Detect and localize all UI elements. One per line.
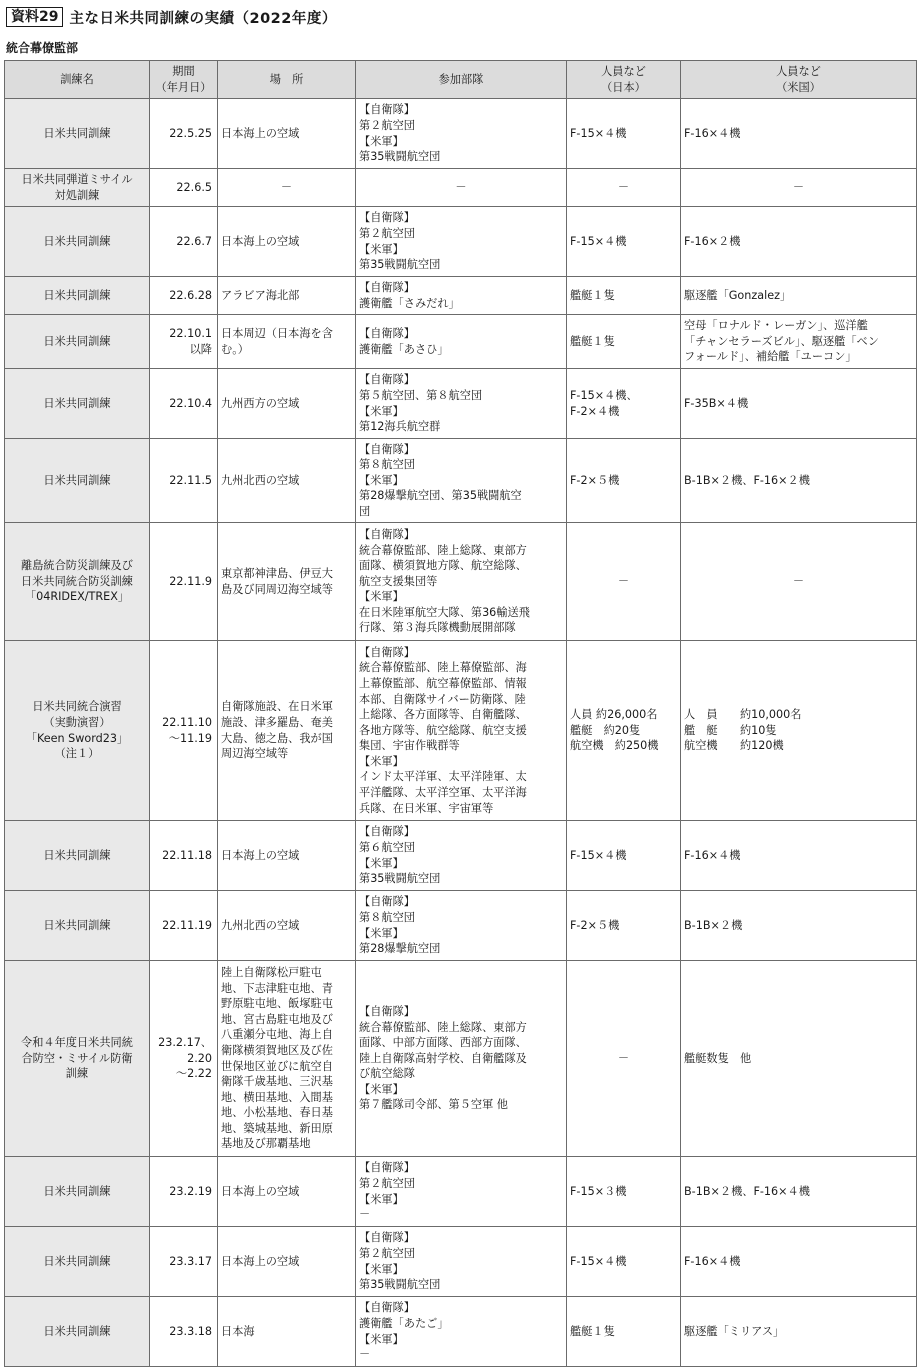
page-header [6, 6, 337, 28]
col-header-us: 人員など （米国） [681, 61, 917, 99]
cell-personnel-us: B-1B×２機 [681, 891, 917, 961]
cell-personnel-japan: 艦艇１隻 [567, 315, 681, 369]
organization-label: 統合幕僚監部 [6, 41, 79, 55]
table-row [5, 1297, 917, 1367]
cell-period: 22.11.5 [150, 439, 218, 523]
cell-place: 日本海上の空域 [218, 1227, 356, 1297]
cell-personnel-us: B-1B×２機、F-16×２機 [681, 439, 917, 523]
document-badge: 資料29 [6, 7, 63, 27]
cell-personnel-us: 人 員 約10,000名 艦 艇 約10隻 航空機 約120機 [681, 641, 917, 821]
cell-personnel-japan: F-2×５機 [567, 891, 681, 961]
col-header-units: 参加部隊 [356, 61, 567, 99]
cell-period: 22.6.5 [150, 169, 218, 207]
table-row [5, 315, 917, 369]
cell-period: 23.3.18 [150, 1297, 218, 1367]
col-header-period: 期間 （年月日） [150, 61, 218, 99]
cell-period: 22.6.28 [150, 277, 218, 315]
cell-period: 22.5.25 [150, 99, 218, 169]
cell-personnel-japan: F-15×３機 [567, 1157, 681, 1227]
col-header-name: 訓練名 [5, 61, 150, 99]
cell-place: 日本海上の空域 [218, 207, 356, 277]
table-row [5, 523, 917, 641]
cell-units: 【自衛隊】 統合幕僚監部、陸上総隊、東部方 面隊、中部方面隊、西部方面隊、 陸上自衛隊高射学校、自衛艦隊及 び航空総隊 【米軍】 第７艦隊司令部、第５空軍 他 [356, 961, 567, 1157]
cell-personnel-japan: F-15×４機、 F-2×４機 [567, 369, 681, 439]
cell-training-name: 日米共同訓練 [5, 315, 150, 369]
cell-personnel-japan: － [567, 961, 681, 1157]
cell-personnel-japan: 人員 約26,000名 艦艇 約20隻 航空機 約250機 [567, 641, 681, 821]
cell-period: 22.10.1 以降 [150, 315, 218, 369]
cell-units: 【自衛隊】 統合幕僚監部、陸上幕僚監部、海 上幕僚監部、航空幕僚監部、情報 本部、自衛隊サイバー防衛隊、陸 上総隊、各方面隊等、自衛艦隊、 各地方隊等、航空総隊、航空支援 集団、宇宙作戦群等 【米軍】 インド太平洋軍、太平洋陸軍、太 平洋艦隊、太平洋空軍、太平洋海 兵隊、在日米軍、宇宙軍等 [356, 641, 567, 821]
cell-personnel-us: F-16×２機 [681, 207, 917, 277]
cell-personnel-us: F-16×４機 [681, 821, 917, 891]
table-row [5, 439, 917, 523]
cell-place: 九州北西の空域 [218, 891, 356, 961]
cell-units: 【自衛隊】 護衛艦「あさひ」 [356, 315, 567, 369]
cell-training-name: 日米共同訓練 [5, 1227, 150, 1297]
training-table [4, 60, 917, 1367]
cell-personnel-japan: － [567, 523, 681, 641]
cell-units: 【自衛隊】 第２航空団 【米軍】 第35戦闘航空団 [356, 207, 567, 277]
cell-period: 23.3.17 [150, 1227, 218, 1297]
cell-period: 22.11.19 [150, 891, 218, 961]
cell-units: 【自衛隊】 第６航空団 【米軍】 第35戦闘航空団 [356, 821, 567, 891]
cell-personnel-japan: 艦艇１隻 [567, 1297, 681, 1367]
page-title: 主な日米共同訓練の実績（2022年度） [69, 10, 337, 27]
table-row [5, 821, 917, 891]
cell-personnel-us: 駆逐艦「Gonzalez」 [681, 277, 917, 315]
cell-place: 東京都神津島、伊豆大 島及び同周辺海空域等 [218, 523, 356, 641]
cell-period: 22.11.10 ～11.19 [150, 641, 218, 821]
cell-units: 【自衛隊】 第２航空団 【米軍】 第35戦闘航空団 [356, 1227, 567, 1297]
cell-units: 【自衛隊】 第２航空団 【米軍】 － [356, 1157, 567, 1227]
col-header-place: 場 所 [218, 61, 356, 99]
cell-personnel-us: － [681, 523, 917, 641]
cell-training-name: 日米共同訓練 [5, 99, 150, 169]
cell-training-name: 日米共同訓練 [5, 821, 150, 891]
cell-units: 【自衛隊】 第５航空団、第８航空団 【米軍】 第12海兵航空群 [356, 369, 567, 439]
cell-place: 日本海上の空域 [218, 821, 356, 891]
cell-place: アラビア海北部 [218, 277, 356, 315]
cell-place: 日本海 [218, 1297, 356, 1367]
cell-place: 九州西方の空域 [218, 369, 356, 439]
cell-period: 22.6.7 [150, 207, 218, 277]
cell-personnel-us: B-1B×２機、F-16×４機 [681, 1157, 917, 1227]
cell-personnel-us: 艦艇数隻 他 [681, 961, 917, 1157]
col-header-jp: 人員など （日本） [567, 61, 681, 99]
cell-personnel-japan: F-2×５機 [567, 439, 681, 523]
cell-place: － [218, 169, 356, 207]
table-row [5, 1157, 917, 1227]
table-row [5, 169, 917, 207]
cell-personnel-japan: － [567, 169, 681, 207]
cell-place: 陸上自衛隊松戸駐屯 地、下志津駐屯地、青 野原駐屯地、飯塚駐屯 地、宮古島駐屯地及び 八重瀬分屯地、海上自 衛隊横須賀地区及び佐 世保地区並びに航空自 衛隊千歳基地、三沢基 地、横田基地、入間基 地、小松基地、春日基 地、築城基地、新田原 基地及び那覇基地 [218, 961, 356, 1157]
table-row [5, 961, 917, 1157]
cell-place: 日本海上の空域 [218, 1157, 356, 1227]
cell-units: 【自衛隊】 第２航空団 【米軍】 第35戦闘航空団 [356, 99, 567, 169]
cell-training-name: 日米共同訓練 [5, 891, 150, 961]
cell-training-name: 日米共同訓練 [5, 207, 150, 277]
cell-personnel-japan: F-15×４機 [567, 821, 681, 891]
cell-training-name: 日米共同統合演習 （実動演習） 「Keen Sword23」 （注１） [5, 641, 150, 821]
cell-place: 日本海上の空域 [218, 99, 356, 169]
cell-units: 【自衛隊】 第８航空団 【米軍】 第28爆撃航空団、第35戦闘航空 団 [356, 439, 567, 523]
cell-personnel-us: F-35B×４機 [681, 369, 917, 439]
cell-training-name: 日米共同訓練 [5, 1297, 150, 1367]
cell-period: 22.10.4 [150, 369, 218, 439]
table-row [5, 277, 917, 315]
cell-personnel-japan: F-15×４機 [567, 99, 681, 169]
cell-training-name: 日米共同訓練 [5, 439, 150, 523]
cell-training-name: 離島統合防災訓練及び 日米共同統合防災訓練 「04RIDEX/TREX」 [5, 523, 150, 641]
cell-period: 22.11.18 [150, 821, 218, 891]
cell-training-name: 日米共同訓練 [5, 1157, 150, 1227]
cell-training-name: 日米共同訓練 [5, 277, 150, 315]
cell-period: 23.2.19 [150, 1157, 218, 1227]
cell-period: 22.11.9 [150, 523, 218, 641]
table-row [5, 891, 917, 961]
cell-training-name: 日米共同弾道ミサイル 対処訓練 [5, 169, 150, 207]
cell-training-name: 日米共同訓練 [5, 369, 150, 439]
cell-personnel-us: 空母「ロナルド・レーガン」、巡洋艦 「チャンセラーズビル」、駆逐艦「ベン フォールド」、補給艦「ユーコン」 [681, 315, 917, 369]
table-row [5, 99, 917, 169]
cell-personnel-japan: F-15×４機 [567, 207, 681, 277]
cell-units: 【自衛隊】 統合幕僚監部、陸上総隊、東部方 面隊、横須賀地方隊、航空総隊、 航空支援集団等 【米軍】 在日米陸軍航空大隊、第36輸送飛 行隊、第３海兵隊機動展開部隊 [356, 523, 567, 641]
cell-units: 【自衛隊】 護衛艦「さみだれ」 [356, 277, 567, 315]
cell-personnel-us: F-16×４機 [681, 1227, 917, 1297]
cell-place: 日本周辺（日本海を含 む。） [218, 315, 356, 369]
cell-personnel-us: － [681, 169, 917, 207]
table-row [5, 207, 917, 277]
cell-personnel-japan: 艦艇１隻 [567, 277, 681, 315]
cell-personnel-us: F-16×４機 [681, 99, 917, 169]
cell-period: 23.2.17、 2.20 ～2.22 [150, 961, 218, 1157]
cell-place: 九州北西の空域 [218, 439, 356, 523]
table-row [5, 641, 917, 821]
cell-units: － [356, 169, 567, 207]
cell-personnel-japan: F-15×４機 [567, 1227, 681, 1297]
cell-units: 【自衛隊】 護衛艦「あたご」 【米軍】 － [356, 1297, 567, 1367]
header-row [5, 61, 917, 99]
cell-units: 【自衛隊】 第８航空団 【米軍】 第28爆撃航空団 [356, 891, 567, 961]
cell-training-name: 令和４年度日米共同統 合防空・ミサイル防衛 訓練 [5, 961, 150, 1157]
cell-place: 自衛隊施設、在日米軍 施設、津多羅島、奄美 大島、徳之島、我が国 周辺海空域等 [218, 641, 356, 821]
table-row [5, 1227, 917, 1297]
cell-personnel-us: 駆逐艦「ミリアス」 [681, 1297, 917, 1367]
table-row [5, 369, 917, 439]
